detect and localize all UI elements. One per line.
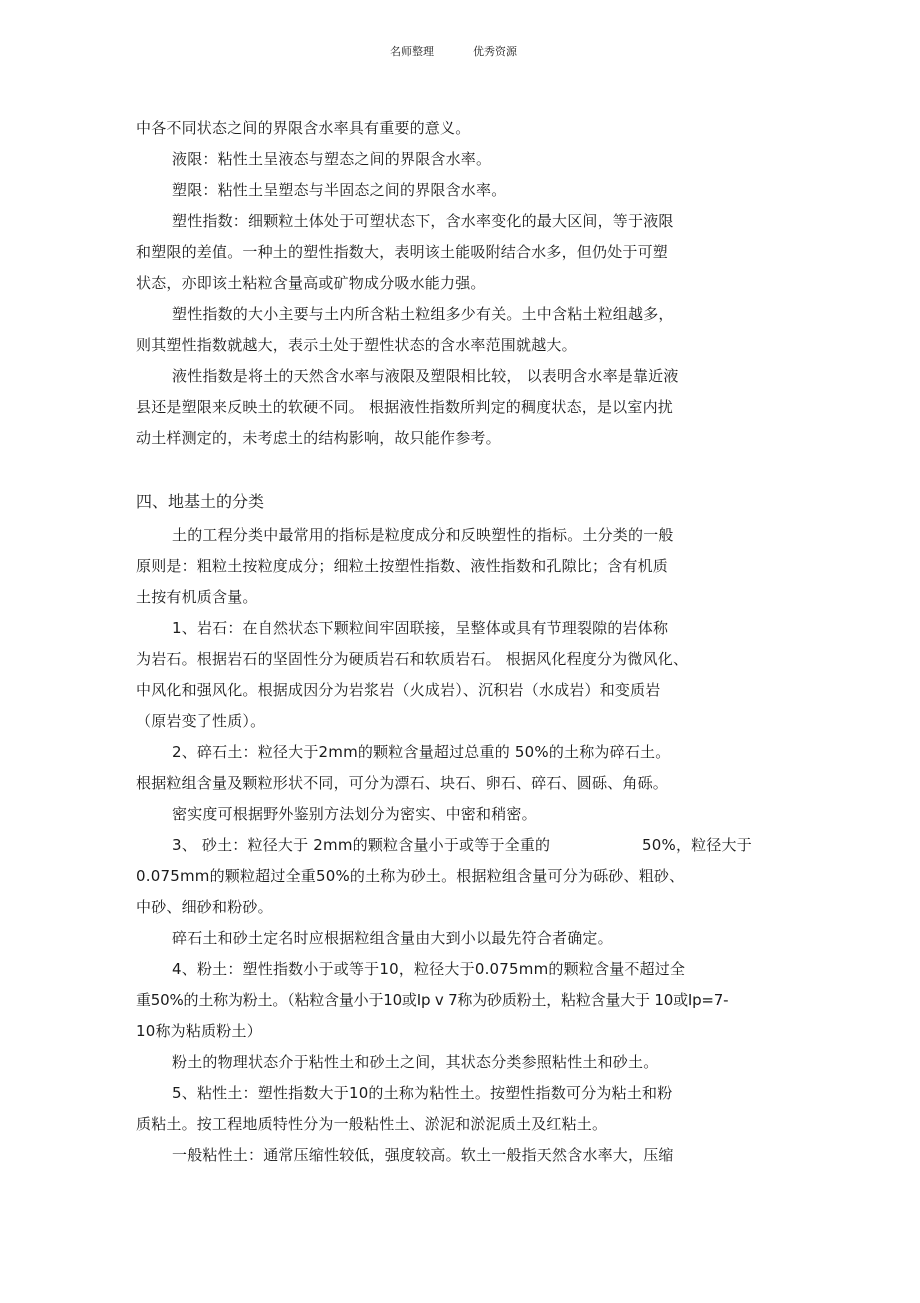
- text-line: 根据粒组含量及颗粒形状不同，可分为漂石、块石、卵石、碎石、圆砾、角砾。: [136, 774, 669, 792]
- text-line: 动土样测定的，未考虑土的结构影响，故只能作参考。: [136, 429, 501, 447]
- text-line: 粉土的物理状态介于粘性土和砂土之间，其状态分类参照粘性土和砂土。: [172, 1053, 659, 1071]
- text-line: 1、岩石：在自然状态下颗粒间牢固联接，呈整体或具有节理裂隙的岩体称: [172, 619, 669, 637]
- text-line: 质粘土。按工程地质特性分为一般粘性土、淤泥和淤泥质土及红粘土。: [136, 1115, 608, 1133]
- text-line: （原岩变了性质）。: [136, 712, 266, 730]
- text-line: 和塑限的差值。一种土的塑性指数大，表明该土能吸附结合水多，但仍处于可塑: [136, 243, 669, 261]
- text-line: 碎石土和砂土定名时应根据粒组含量由大到小以最先符合者确定。: [172, 929, 613, 947]
- text-line: 5、粘性土：塑性指数大于10的土称为粘性土。按塑性指数可分为粘土和粉: [172, 1084, 673, 1102]
- text-line: 液性指数是将土的天然含水率与液限及塑限相比较， 以表明含水率是靠近液: [172, 367, 679, 385]
- section-heading: 四、地基土的分类: [136, 492, 265, 511]
- text-line: 状态，亦即该土粘粒含量高或矿物成分吸水能力强。: [136, 274, 486, 292]
- text-line: 县还是塑限来反映土的软硬不同。 根据液性指数所判定的稠度状态，是以室内扰: [136, 398, 673, 416]
- text-line: 塑性指数的大小主要与土内所含粘土粒组多少有关。土中含粘土粒组越多，: [172, 305, 674, 323]
- text-line: 10称为粘质粉土）: [136, 1022, 262, 1040]
- page-header: [0, 43, 920, 61]
- text-line: 塑限：粘性土呈塑态与半固态之间的界限含水率。: [172, 181, 507, 199]
- text-line: 3、 砂土：粒径大于 2mm的颗粒含量小于或等于全重的: [172, 836, 551, 854]
- text-line-fragment: 50%，粒径大于: [642, 836, 752, 854]
- text-line: 一般粘性土：通常压缩性较低，强度较高。软土一般指天然含水率大，压缩: [172, 1146, 674, 1164]
- text-line: 中风化和强风化。根据成因分为岩浆岩（火成岩）、沉积岩（水成岩）和变质岩: [136, 681, 661, 699]
- text-line: 液限：粘性土呈液态与塑态之间的界限含水率。: [172, 150, 492, 168]
- text-line: 土的工程分类中最常用的指标是粒度成分和反映塑性的指标。土分类的一般: [172, 526, 674, 544]
- header-right-label: 优秀资源: [473, 45, 517, 58]
- header-left-label: 名师整理: [390, 45, 434, 58]
- text-line: 则其塑性指数就越大，表示土处于塑性状态的含水率范围就越大。: [136, 336, 577, 354]
- text-line: 中砂、细砂和粉砂。: [136, 898, 273, 916]
- text-line: 为岩石。根据岩石的坚固性分为硬质岩石和软质岩石。 根据风化程度分为微风化、: [136, 650, 689, 668]
- text-line: 重50%的土称为粉土。（粘粒含量小于10或Ip v 7称为砂质粉土，粘粒含量大于 10或Ip=7-: [136, 991, 729, 1009]
- text-line: 4、粉土：塑性指数小于或等于10，粒径大于0.075mm的颗粒含量不超过全: [172, 960, 686, 978]
- text-line: 0.075mm的颗粒超过全重50%的土称为砂土。根据粒组含量可分为砾砂、粗砂、: [136, 867, 685, 885]
- text-line: 密实度可根据野外鉴别方法划分为密实、中密和稍密。: [172, 805, 537, 823]
- text-line: 2、碎石土：粒径大于2mm的颗粒含量超过总重的 50%的土称为碎石土。: [172, 743, 671, 761]
- text-line: 土按有机质含量。: [136, 588, 258, 606]
- text-line: 塑性指数：细颗粒土体处于可塑状态下，含水率变化的最大区间，等于液限: [172, 212, 674, 230]
- text-line: 中各不同状态之间的界限含水率具有重要的意义。: [136, 119, 471, 137]
- text-line: 原则是：粗粒土按粒度成分；细粒土按塑性指数、液性指数和孔隙比；含有机质: [136, 557, 669, 575]
